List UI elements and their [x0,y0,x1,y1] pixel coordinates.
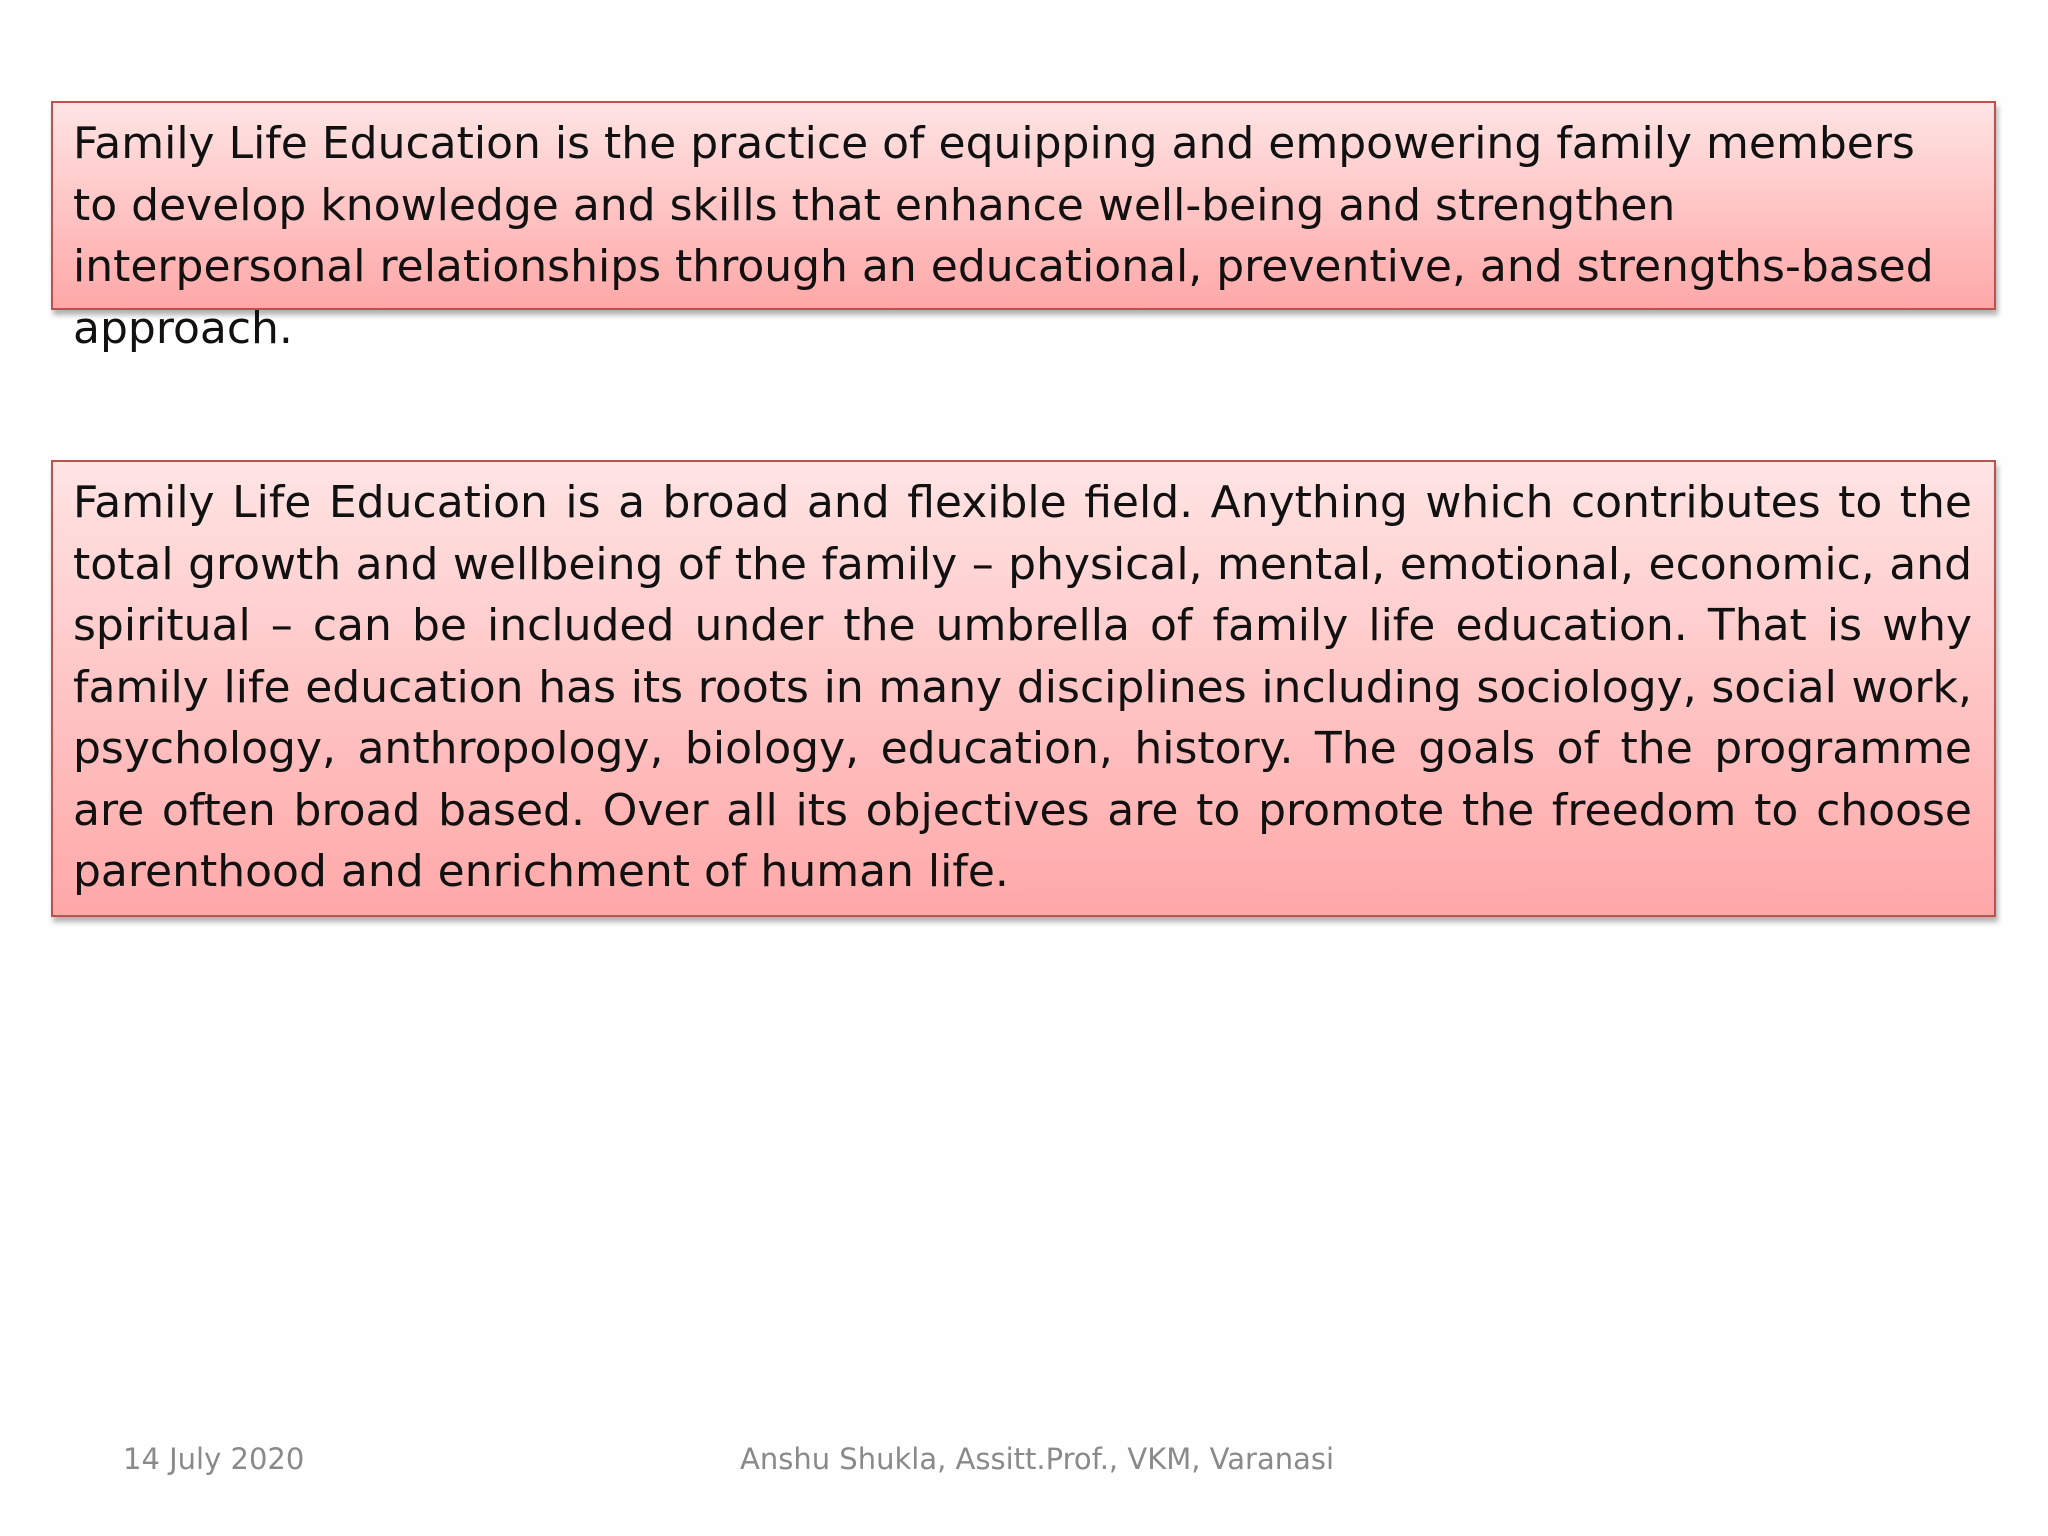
definition-textbox [51,101,1996,354]
scope-text: Family Life Education is a broad and flexible field. Anything which contributes to the total growth and wellbeing of the family – physical, mental, emotional, economic, and spiritual – can be included under the umbrella of family life education. That is why family life education has its roots in many disciplines including sociology, social work, psychology, anthropology, biology, education, history. The goals of the programme are often broad based. Over all its objectives are to promote the freedom to choose parenthood and enrichment of human life. [73,477,1972,897]
scope-textbox [51,460,1996,917]
definition-text: Family Life Education is the practice of equipping and empowering family members to develop knowledge and skills that enhance well-being and strengthen interpersonal relationships through an educational, preventive, and strengths-based approach. [73,118,1934,354]
footer-author: Anshu Shukla, Assitt.Prof., VKM, Varanasi [740,1442,1335,1476]
footer-date: 14 July 2020 [123,1442,305,1476]
